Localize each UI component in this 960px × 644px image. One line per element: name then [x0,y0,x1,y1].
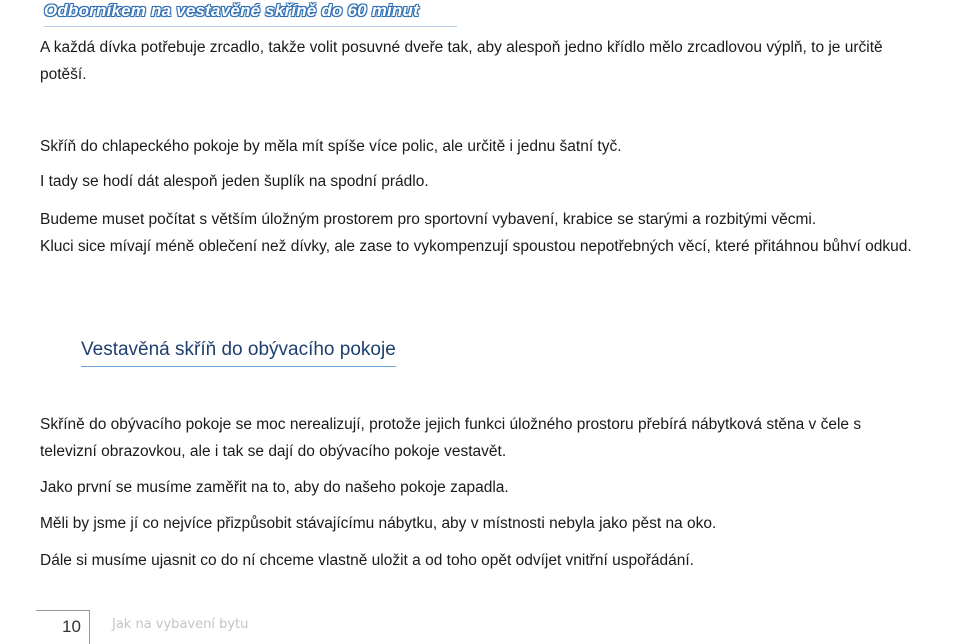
paragraph-boys-things: Kluci sice mívají méně oblečení než dívky, ale zase to vykompenzují spoustou nepotřebných věcí, které přitáhnou bůhví odkud. [40,238,912,255]
page-number: 10 [62,617,81,636]
header-divider [44,26,457,27]
paragraph-boys-wardrobe: Skříň do chlapeckého pokoje by měla mít spíše více polic, ale určitě i jednu šatní tyč. [40,138,622,155]
footer-divider-horizontal [36,610,90,611]
footer-divider-vertical [89,610,90,644]
section-heading-living-room: Vestavěná skříň do obývacího pokoje [81,337,396,367]
paragraph-adapt-furniture: Měli by jsme jí co nejvíce přizpůsobit stávajícímu nábytku, aby v místnosti nebyla jako pěst na oko. [40,515,717,532]
paragraph-interior-layout: Dále si musíme ujasnit co do ní chceme vlastně uložit a od toho opět odvíjet vnitřní uspořádání. [40,552,694,569]
footer-title: Jak na vybavení bytu [112,617,249,632]
paragraph-fit-room: Jako první se musíme zaměřit na to, aby do našeho pokoje zapadla. [40,479,509,496]
paragraph-storage: Budeme muset počítat s větším úložným prostorem pro sportovní vybavení, krabice se starými a rozbitými věcmi. [40,211,817,228]
header-title: Odborníkem na vestavěné skříně do 60 minut [44,1,419,20]
paragraph-living-room-intro: Skříně do obývacího pokoje se moc nerealizují, protože jejich funkci úložného prostoru přebírá nábytková stěna v čele s televizní obrazovkou, ale i tak se dají do obývacího pokoje vestavět. [40,416,862,460]
paragraph-mirror-doors: A každá dívka potřebuje zrcadlo, takže volit posuvné dveře tak, aby alespoň jedno křídlo mělo zrcadlovou výplň, to je určitě potěší. [40,39,883,83]
paragraph-drawer: I tady se hodí dát alespoň jeden šuplík na spodní prádlo. [40,173,429,190]
